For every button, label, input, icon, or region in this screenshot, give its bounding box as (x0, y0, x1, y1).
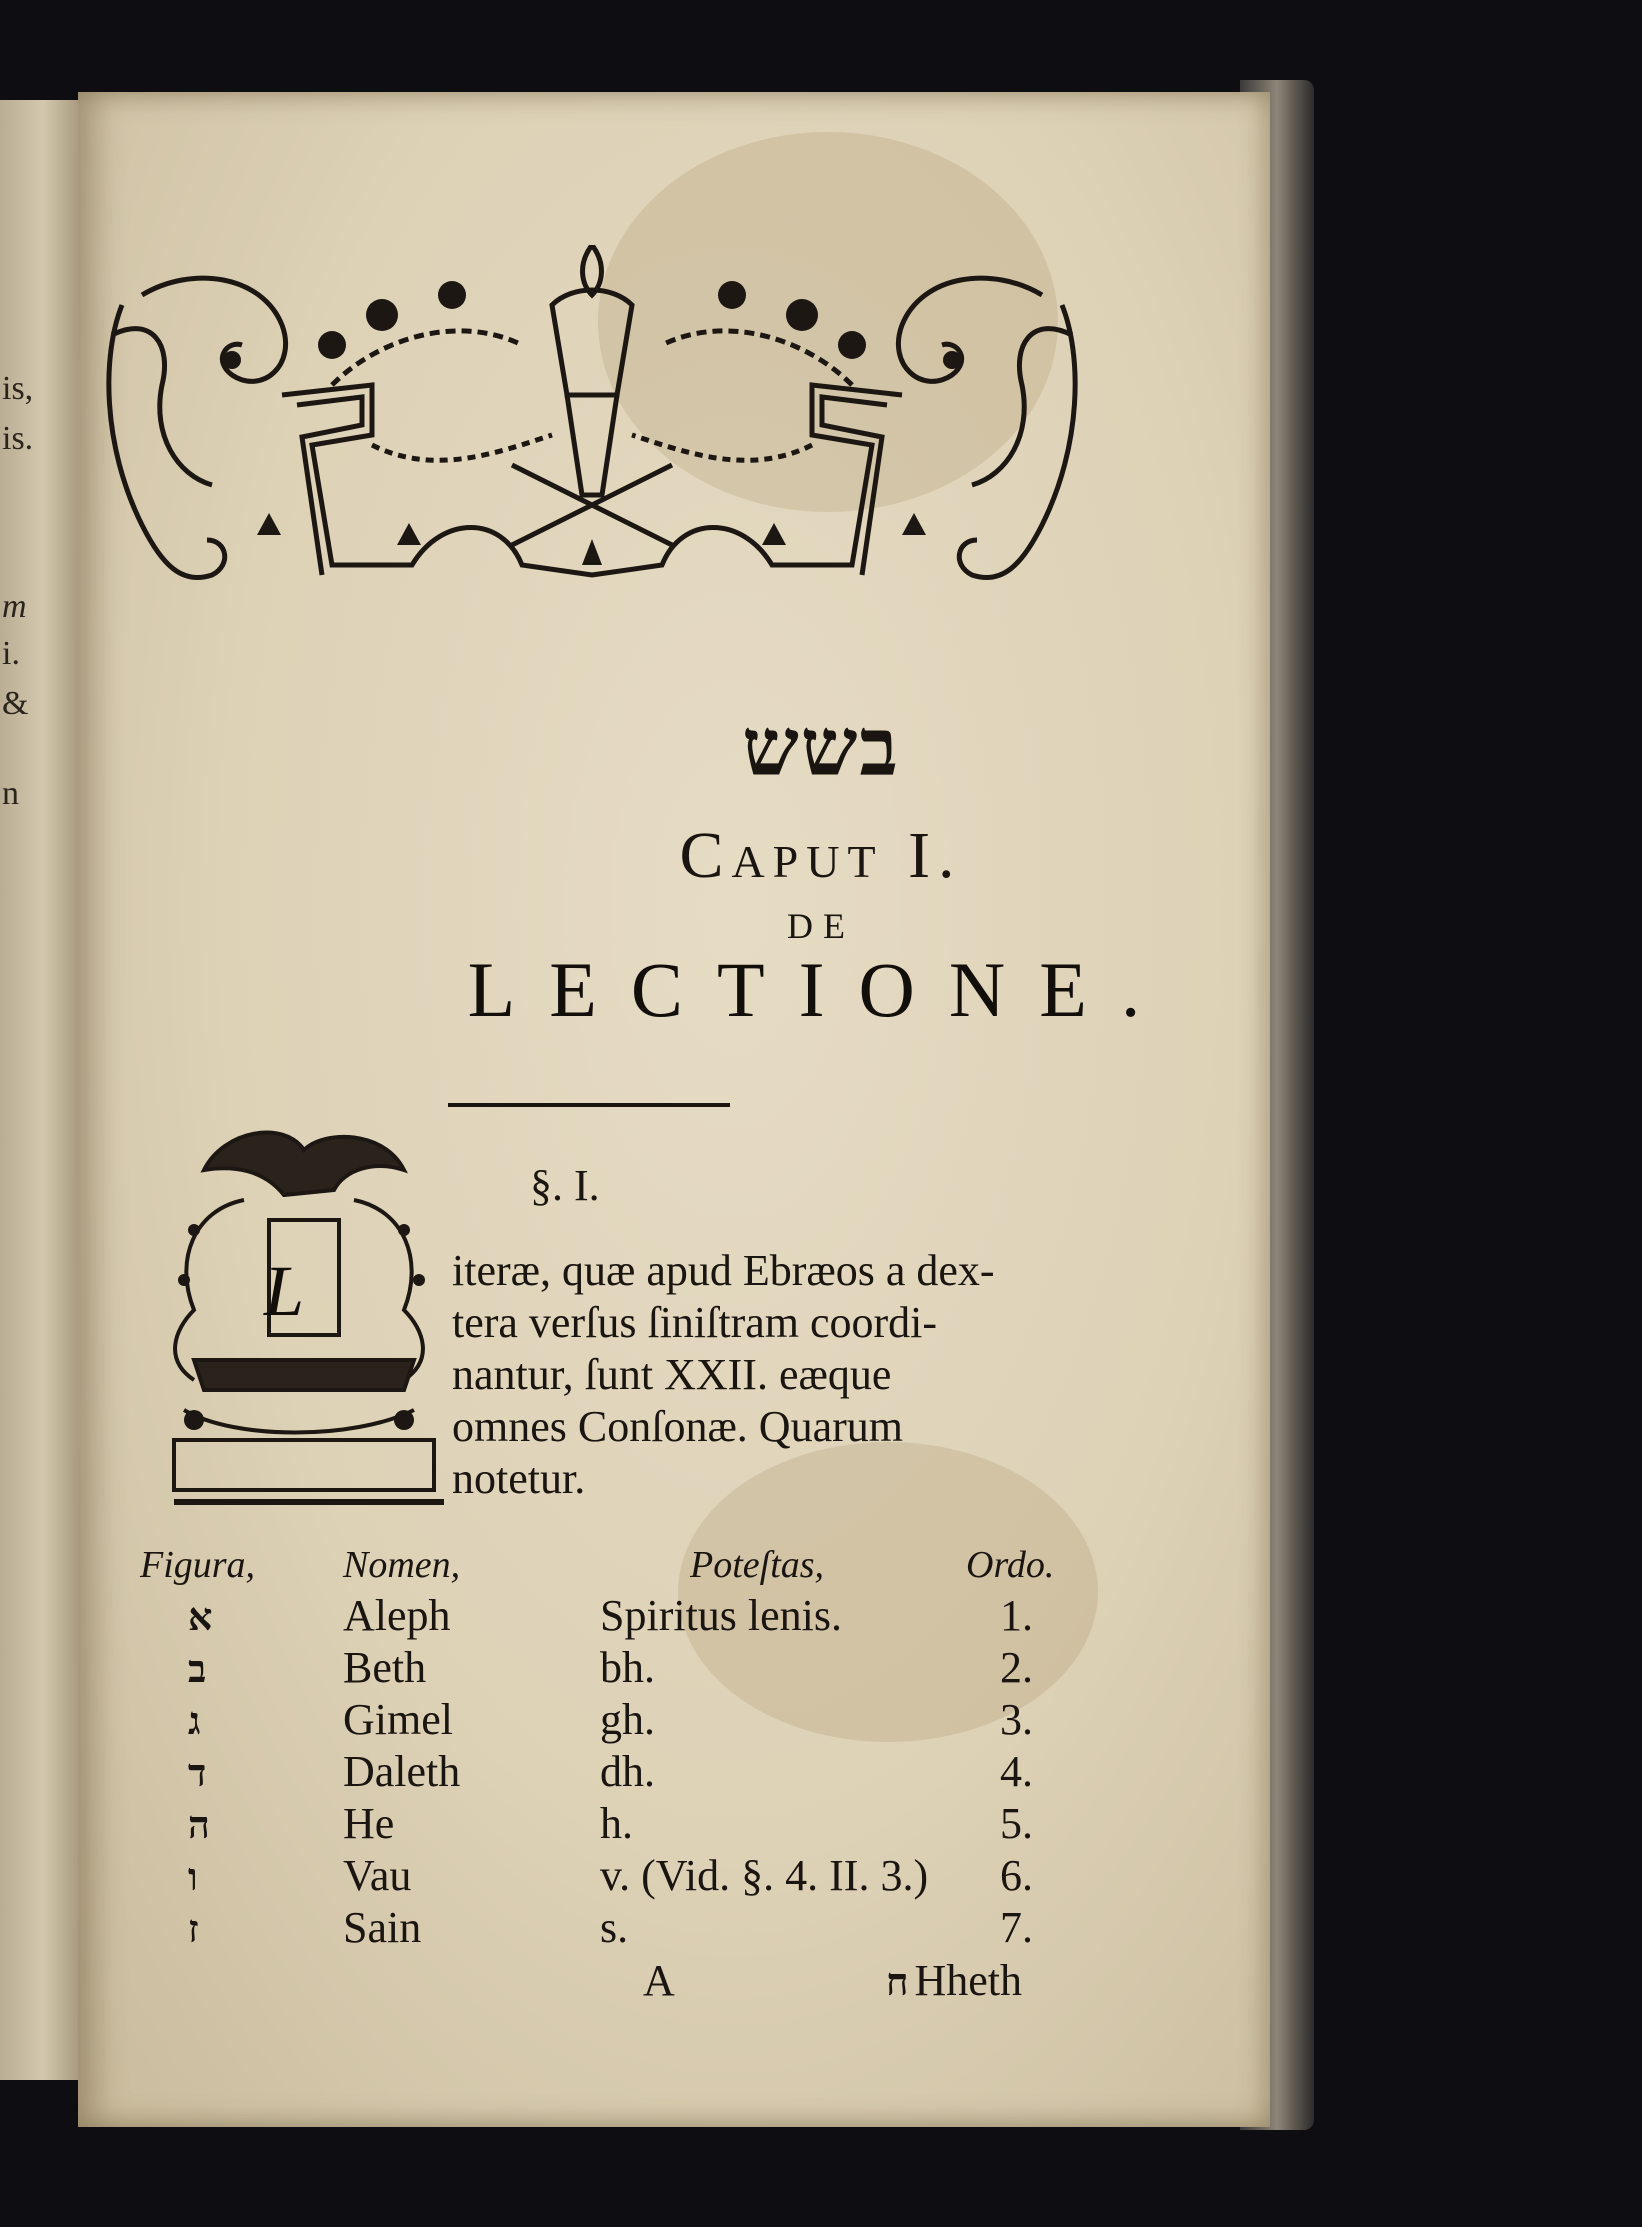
table-row (0, 1694, 1642, 1746)
letter-name: Sain (343, 1903, 422, 1952)
letter-order: 3. (1000, 1695, 1033, 1744)
letter-name: Daleth (343, 1747, 461, 1796)
letter-name: Aleph (343, 1591, 451, 1640)
letter-name: He (343, 1799, 395, 1848)
chapter-title: Caput I. (679, 819, 963, 892)
left-page-fragment: & (2, 685, 29, 722)
hebrew-letter: ג (188, 1698, 201, 1743)
left-page-fragment: m (2, 588, 27, 625)
letter-order: 5. (1000, 1799, 1033, 1848)
letter-value: dh. (600, 1747, 655, 1796)
table-row (0, 1746, 1642, 1798)
left-page-fragment: is. (2, 420, 34, 457)
hebrew-heading: בשש (742, 700, 900, 794)
hebrew-letter: ו (188, 1854, 198, 1899)
table-row (0, 1798, 1642, 1850)
left-page-fragment: i. (2, 635, 20, 672)
ornamental-headpiece (82, 245, 1100, 595)
letter-value: gh. (600, 1695, 655, 1744)
letter-order: 6. (1000, 1851, 1033, 1900)
letter-value: v. (Vid. §. 4. II. 3.) (600, 1851, 929, 1900)
paragraph-line: tera verſus ſiniſtram coordi- (452, 1298, 938, 1347)
letter-order: 1. (1000, 1591, 1033, 1640)
header-potestas: Poteſtas, (690, 1544, 825, 1586)
chapter-heading: LECTIONE. (467, 946, 1175, 1033)
catchword (886, 1955, 1022, 2006)
letter-order: 7. (1000, 1903, 1033, 1952)
letter-value: bh. (600, 1643, 655, 1692)
body-paragraph (452, 1245, 1072, 1505)
header-figura: Figura, (140, 1544, 256, 1586)
left-page-fragment: is, (2, 370, 34, 407)
letter-value: Spiritus lenis. (600, 1591, 843, 1640)
hebrew-letter: ב (188, 1646, 207, 1691)
letter-value: h. (600, 1799, 633, 1848)
paragraph-line: omnes Conſonæ. Quarum (452, 1402, 903, 1451)
paragraph-line: iteræ, quæ apud Ebræos a dex- (452, 1246, 995, 1295)
paragraph-line: notetur. (452, 1454, 586, 1503)
table-row (0, 1850, 1642, 1902)
drop-cap-letter: L (264, 1251, 305, 1331)
letter-value: s. (600, 1903, 629, 1952)
hebrew-letter: ד (188, 1750, 207, 1795)
left-page-fragment: n (2, 775, 19, 812)
letter-name: Gimel (343, 1695, 453, 1744)
hebrew-letter: א (188, 1594, 213, 1639)
header-nomen: Nomen, (343, 1544, 461, 1586)
hebrew-letter: ה (188, 1802, 210, 1847)
table-row (0, 1590, 1642, 1642)
catchword-hebrew: ח (886, 1959, 909, 2004)
chapter-subtitle-de: DE (787, 906, 855, 946)
section-number: §. I. (530, 1161, 600, 1210)
paragraph-line: nantur, ſunt XXII. eæque (452, 1350, 892, 1399)
table-row (0, 1642, 1642, 1694)
letter-name: Vau (343, 1851, 412, 1900)
table-row (0, 1902, 1642, 1954)
letter-name: Beth (343, 1643, 427, 1692)
signature-mark: A (643, 1956, 675, 2005)
letter-order: 2. (1000, 1643, 1033, 1692)
letter-order: 4. (1000, 1747, 1033, 1796)
horizontal-rule (448, 1103, 730, 1107)
catchword-text: Hheth (914, 1956, 1023, 2005)
hebrew-letter: ז (188, 1906, 199, 1951)
header-ordo: Ordo. (966, 1544, 1055, 1586)
